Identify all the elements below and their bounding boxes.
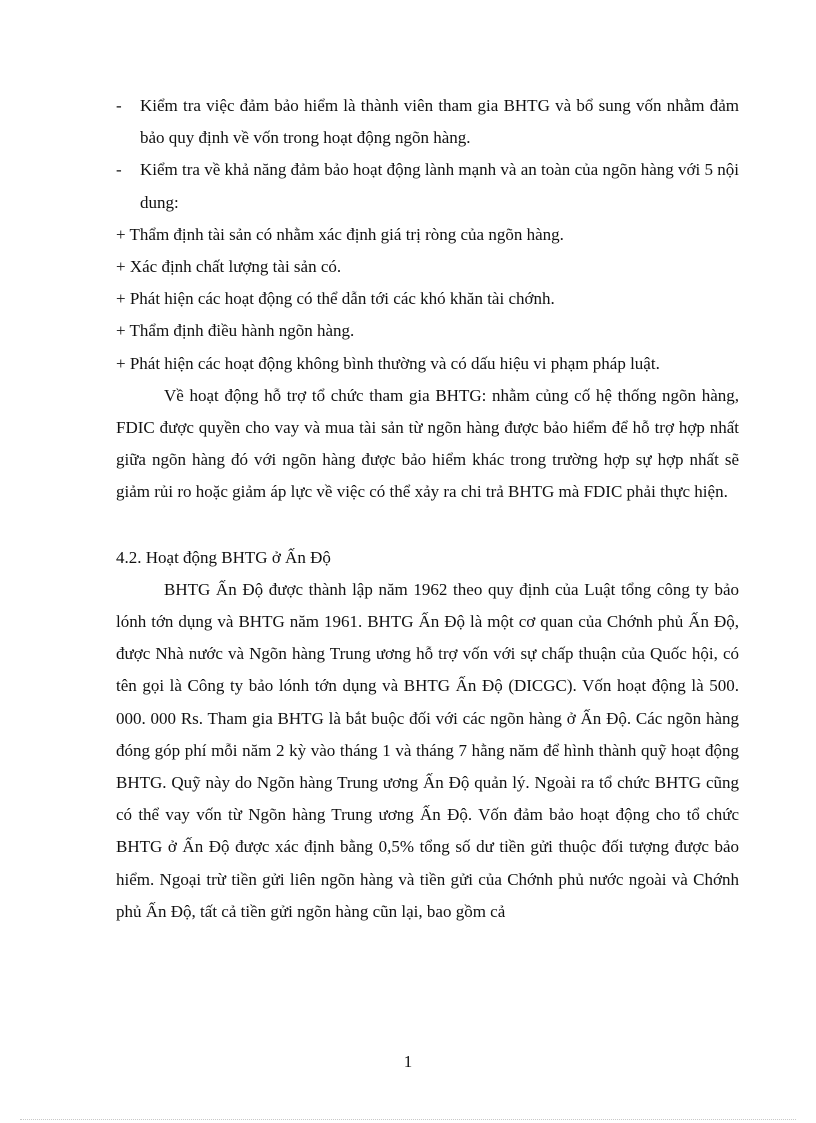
- paragraph-india: BHTG Ấn Độ được thành lập năm 1962 theo quy định của Luật tổng công ty bảo lónh tớn dụng và BHTG năm 1961. BHTG Ấn Độ là một cơ quan của Chớnh phủ Ấn Độ, được Nhà nước và Ngõn hàng Trung ương hỗ trợ vốn với sự chấp thuận của Quốc hội, có tên gọi là Công ty bảo lónh tớn dụng và BHTG Ấn Độ (DICGC). Vốn hoạt động là 500. 000. 000 Rs. Tham gia BHTG là bắt buộc đối với các ngõn hàng ở Ấn Độ. Các ngõn hàng đóng góp phí mỗi năm 2 kỳ vào tháng 1 và tháng 7 hằng năm để hình thành quỹ hoạt động BHTG. Quỹ này do Ngõn hàng Trung ương Ấn Độ quản lý. Ngoài ra tổ chức BHTG cũng có thể vay vốn từ Ngõn hàng Trung ương Ấn Độ. Vốn đảm bảo hoạt động cho tổ chức BHTG ở Ấn Độ được xác định bằng 0,5% tổng số dư tiền gửi thuộc đối tượng được bảo hiểm. Ngoại trừ tiền gửi liên ngõn hàng và tiền gửi của Chớnh phủ nước ngoài và Chớnh phủ Ấn Độ, tất cả tiền gửi ngõn hàng cũn lại, bao gồm cả: [116, 579, 739, 921]
- page-number: 1: [403, 1052, 413, 1071]
- section-heading: 4.2. Hoạt động BHTG ở Ấn Độ: [116, 547, 331, 567]
- plus-item: + Xác định chất lượng tài sản có.: [116, 257, 342, 277]
- bullet-item: [116, 154, 739, 218]
- plus-item: + Thẩm định điều hành ngõn hàng.: [116, 321, 355, 341]
- bullet-dash: -: [116, 96, 122, 115]
- page-bottom-divider: [20, 1119, 796, 1120]
- plus-item: + Phát hiện các hoạt động có thể dẫn tới các khó khăn tài chớnh.: [116, 289, 555, 309]
- bullet-dash: -: [116, 160, 122, 180]
- bullet-item: [116, 90, 739, 154]
- plus-item: + Phát hiện các hoạt động không bình thường và có dấu hiệu vi phạm pháp luật.: [116, 353, 660, 373]
- document-body: [116, 90, 739, 928]
- paragraph-support: Về hoạt động hỗ trợ tổ chức tham gia BHTG: nhằm củng cố hệ thống ngõn hàng, FDIC được quyền cho vay và mua tài sản từ ngõn hàng được bảo hiểm để hỗ trợ hợp nhất giữa ngõn hàng đó với ngõn hàng được bảo hiểm khác trong trường hợp sự hợp nhất sẽ giảm rủi ro hoặc giảm áp lực về việc có thể xảy ra chi trả BHTG mà FDIC phải thực hiện.: [116, 385, 739, 502]
- bullet-text: Kiểm tra việc đảm bảo hiểm là thành viên tham gia BHTG và bổ sung vốn nhằm đảm bảo quy định về vốn trong hoạt động ngõn hàng.: [140, 96, 739, 148]
- bullet-text: Kiểm tra về khả năng đảm bảo hoạt động lành mạnh và an toàn của ngõn hàng với 5 nội dung:: [140, 160, 739, 212]
- plus-item: + Thẩm định tài sản có nhằm xác định giá trị ròng của ngõn hàng.: [116, 224, 564, 244]
